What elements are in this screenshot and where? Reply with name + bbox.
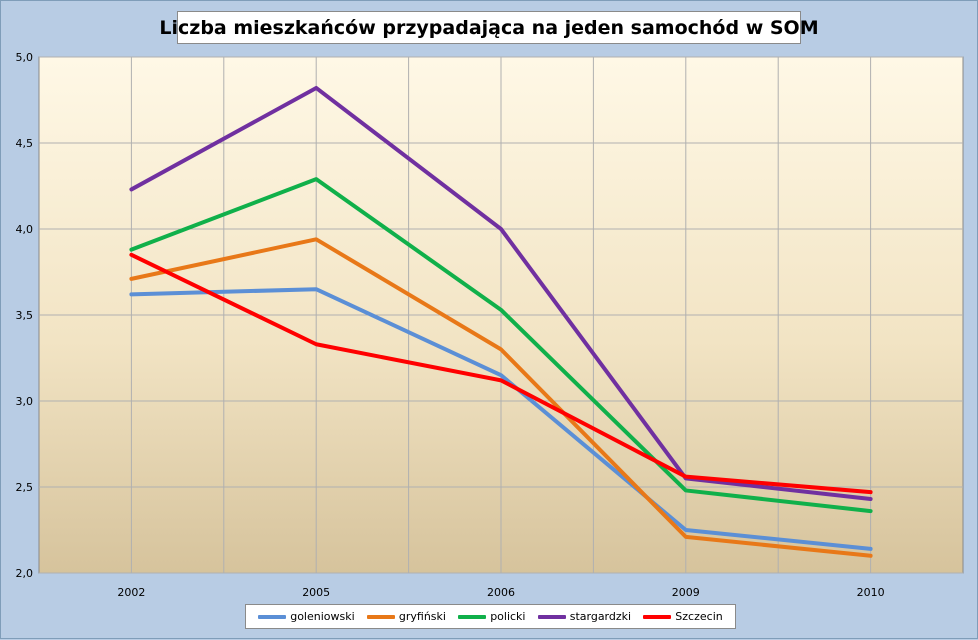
legend-item bbox=[643, 610, 722, 623]
legend bbox=[245, 604, 736, 629]
legend-item bbox=[367, 610, 446, 623]
legend-swatch bbox=[367, 615, 395, 619]
y-tick-label: 4,0 bbox=[15, 223, 33, 236]
y-tick-labels bbox=[16, 51, 34, 580]
x-tick-label: 2002 bbox=[117, 586, 146, 599]
x-tick-label: 2006 bbox=[487, 586, 515, 599]
x-tick-label: 2009 bbox=[671, 586, 700, 599]
legend-item bbox=[458, 610, 525, 623]
legend-item bbox=[258, 610, 354, 623]
legend-swatch bbox=[643, 615, 671, 619]
y-tick-label: 5,0 bbox=[15, 51, 33, 64]
legend-swatch bbox=[538, 615, 566, 619]
y-tick-label: 2,0 bbox=[15, 567, 33, 580]
x-tick-labels bbox=[117, 586, 884, 599]
legend-label: gryfiński bbox=[398, 610, 446, 623]
y-tick-label: 2,5 bbox=[15, 481, 33, 494]
x-tick-label: 2010 bbox=[856, 586, 885, 599]
y-tick-label: 3,5 bbox=[15, 309, 33, 322]
legend-item bbox=[538, 610, 631, 623]
y-tick-label: 4,5 bbox=[15, 137, 33, 150]
legend-swatch bbox=[458, 615, 486, 619]
x-tick-label: 2005 bbox=[302, 586, 331, 599]
legend-label: stargardzki bbox=[569, 610, 632, 623]
chart-title: Liczba mieszkańców przypadająca na jeden samochód w SOM bbox=[177, 11, 801, 44]
legend-label: goleniowski bbox=[290, 610, 355, 623]
legend-swatch bbox=[258, 615, 286, 619]
y-tick-label: 3,0 bbox=[15, 395, 33, 408]
legend-label: Szczecin bbox=[675, 610, 723, 623]
plot-svg bbox=[1, 1, 978, 640]
legend-label: policki bbox=[490, 610, 526, 623]
